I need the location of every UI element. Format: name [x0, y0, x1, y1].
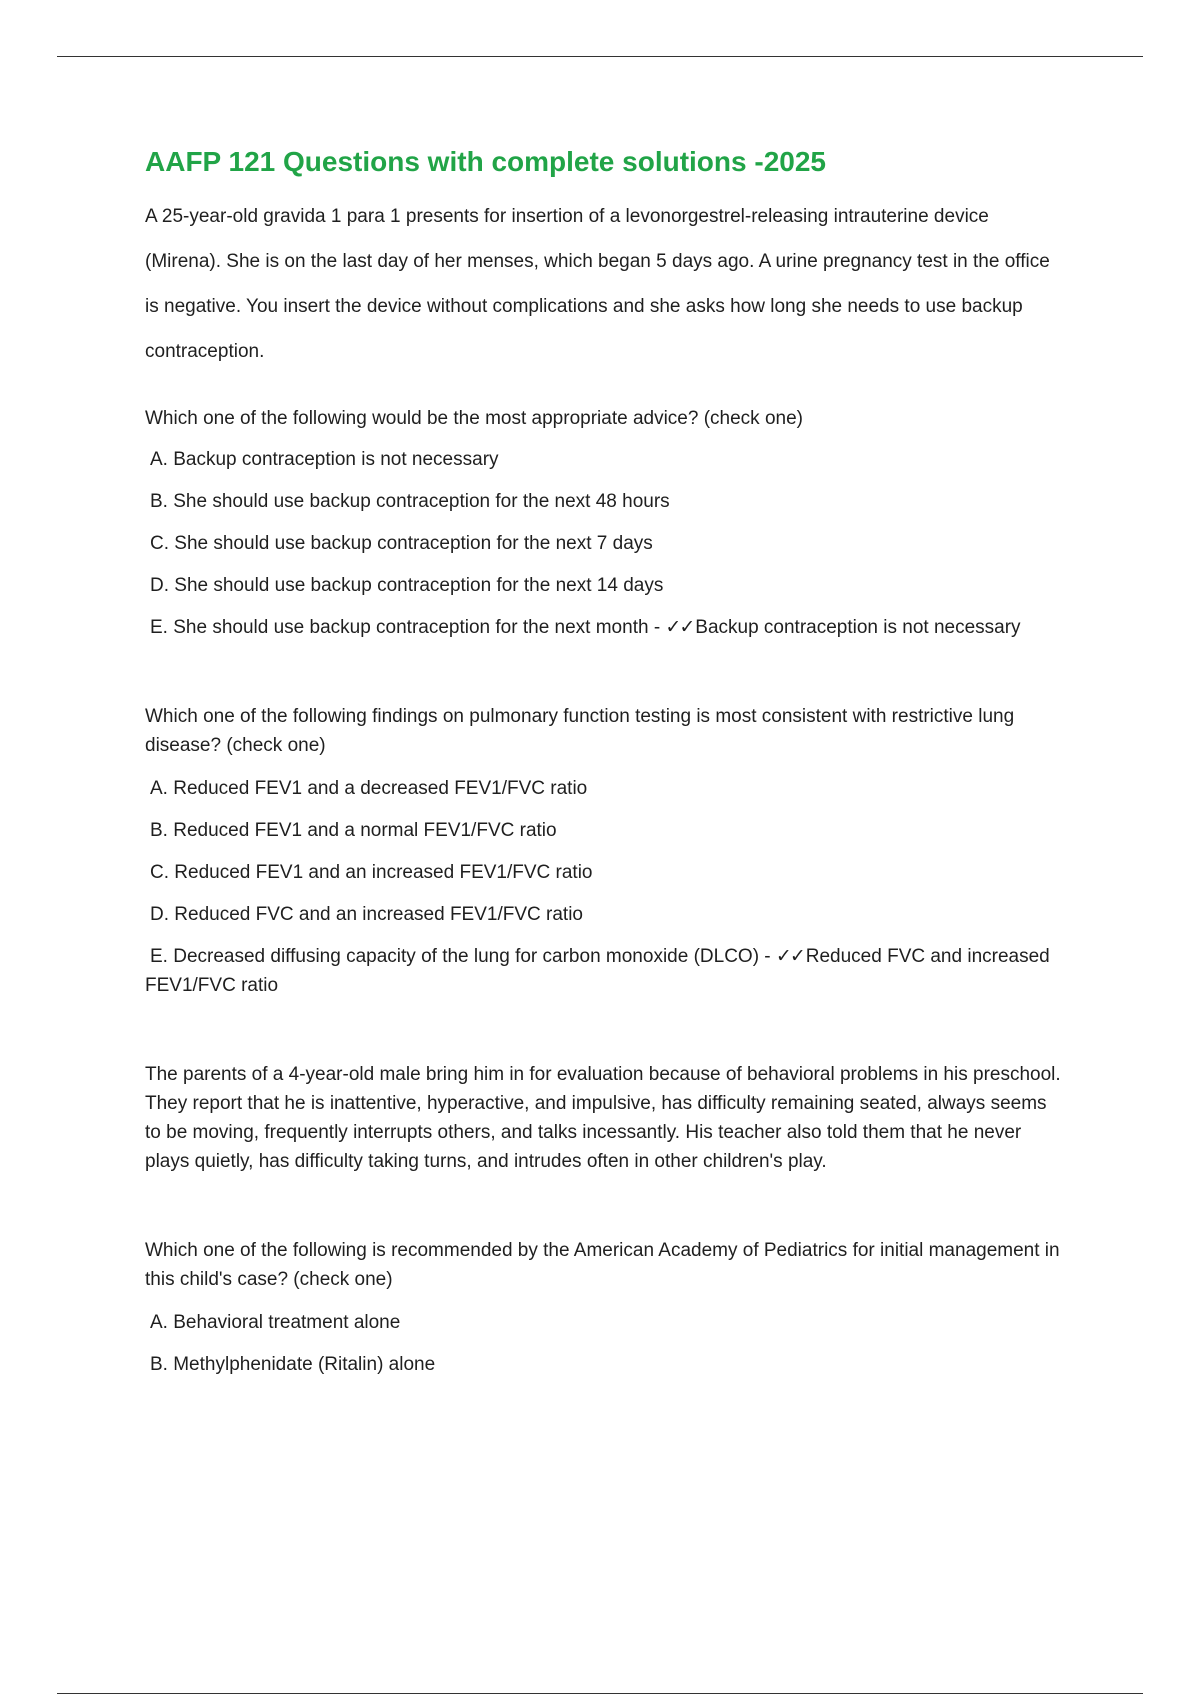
answer-option-with-solution [145, 613, 1065, 642]
answer-option: A. Behavioral treatment alone [150, 1312, 401, 1333]
answer-option: C. Reduced FEV1 and an increased FEV1/FVC ratio [150, 862, 593, 883]
question-prompt: Which one of the following is recommended by the American Academy of Pediatrics for initial management in this child's case? (check one) [145, 1240, 1060, 1290]
question-stem: A 25-year-old gravida 1 para 1 presents for insertion of a levonorgestrel-releasing intrauterine device (Mirena). She is on the last day of her menses, which began 5 days ago. A urine pregnancy test in the office is negative. You insert the device without complications and she asks how long she needs to use backup contraception. [145, 206, 1050, 362]
answer-option: B. She should use backup contraception for the next 48 hours [150, 491, 670, 512]
bottom-rule [57, 1693, 1143, 1694]
solution-text: Backup contraception is not necessary [695, 617, 1021, 638]
double-check-icon: ✓✓ [775, 946, 804, 967]
document-title: AAFP 121 Questions with complete solutions -2025 [145, 146, 826, 177]
question-block-1 [145, 194, 1065, 642]
answer-option: A. Backup contraception is not necessary [150, 449, 499, 470]
document-page [145, 145, 1065, 1379]
question-prompt: Which one of the following would be the most appropriate advice? (check one) [145, 408, 803, 429]
answer-option-with-solution [145, 942, 1065, 1000]
question-stem: The parents of a 4-year-old male bring him in for evaluation because of behavioral problems in his preschool. They report that he is inattentive, hyperactive, and impulsive, has difficulty remaining seated, always seems to be moving, frequently interrupts others, and talks incessantly. His teacher also told them that he never plays quietly, has difficulty taking turns, and intrudes often in other children's play. [145, 1064, 1061, 1172]
answer-option-text: E. She should use backup contraception for the next month - [150, 617, 666, 638]
solution-text: Reduced FVC and increased FEV1/FVC ratio [145, 946, 1050, 996]
top-rule [57, 56, 1143, 57]
answer-option-text: E. Decreased diffusing capacity of the lung for carbon monoxide (DLCO) - [150, 946, 776, 967]
question-prompt: Which one of the following findings on pulmonary function testing is most consistent with restrictive lung disease? (check one) [145, 706, 1015, 756]
question-block-2 [145, 702, 1065, 1000]
answer-option: A. Reduced FEV1 and a decreased FEV1/FVC ratio [150, 778, 588, 799]
answer-option: B. Reduced FEV1 and a normal FEV1/FVC ratio [150, 820, 557, 841]
double-check-icon: ✓✓ [665, 617, 694, 638]
answer-option: C. She should use backup contraception for the next 7 days [150, 533, 653, 554]
answer-option: D. She should use backup contraception for the next 14 days [150, 575, 664, 596]
question-block-3 [145, 1060, 1065, 1379]
answer-option: D. Reduced FVC and an increased FEV1/FVC ratio [150, 904, 583, 925]
answer-option: B. Methylphenidate (Ritalin) alone [150, 1354, 436, 1375]
